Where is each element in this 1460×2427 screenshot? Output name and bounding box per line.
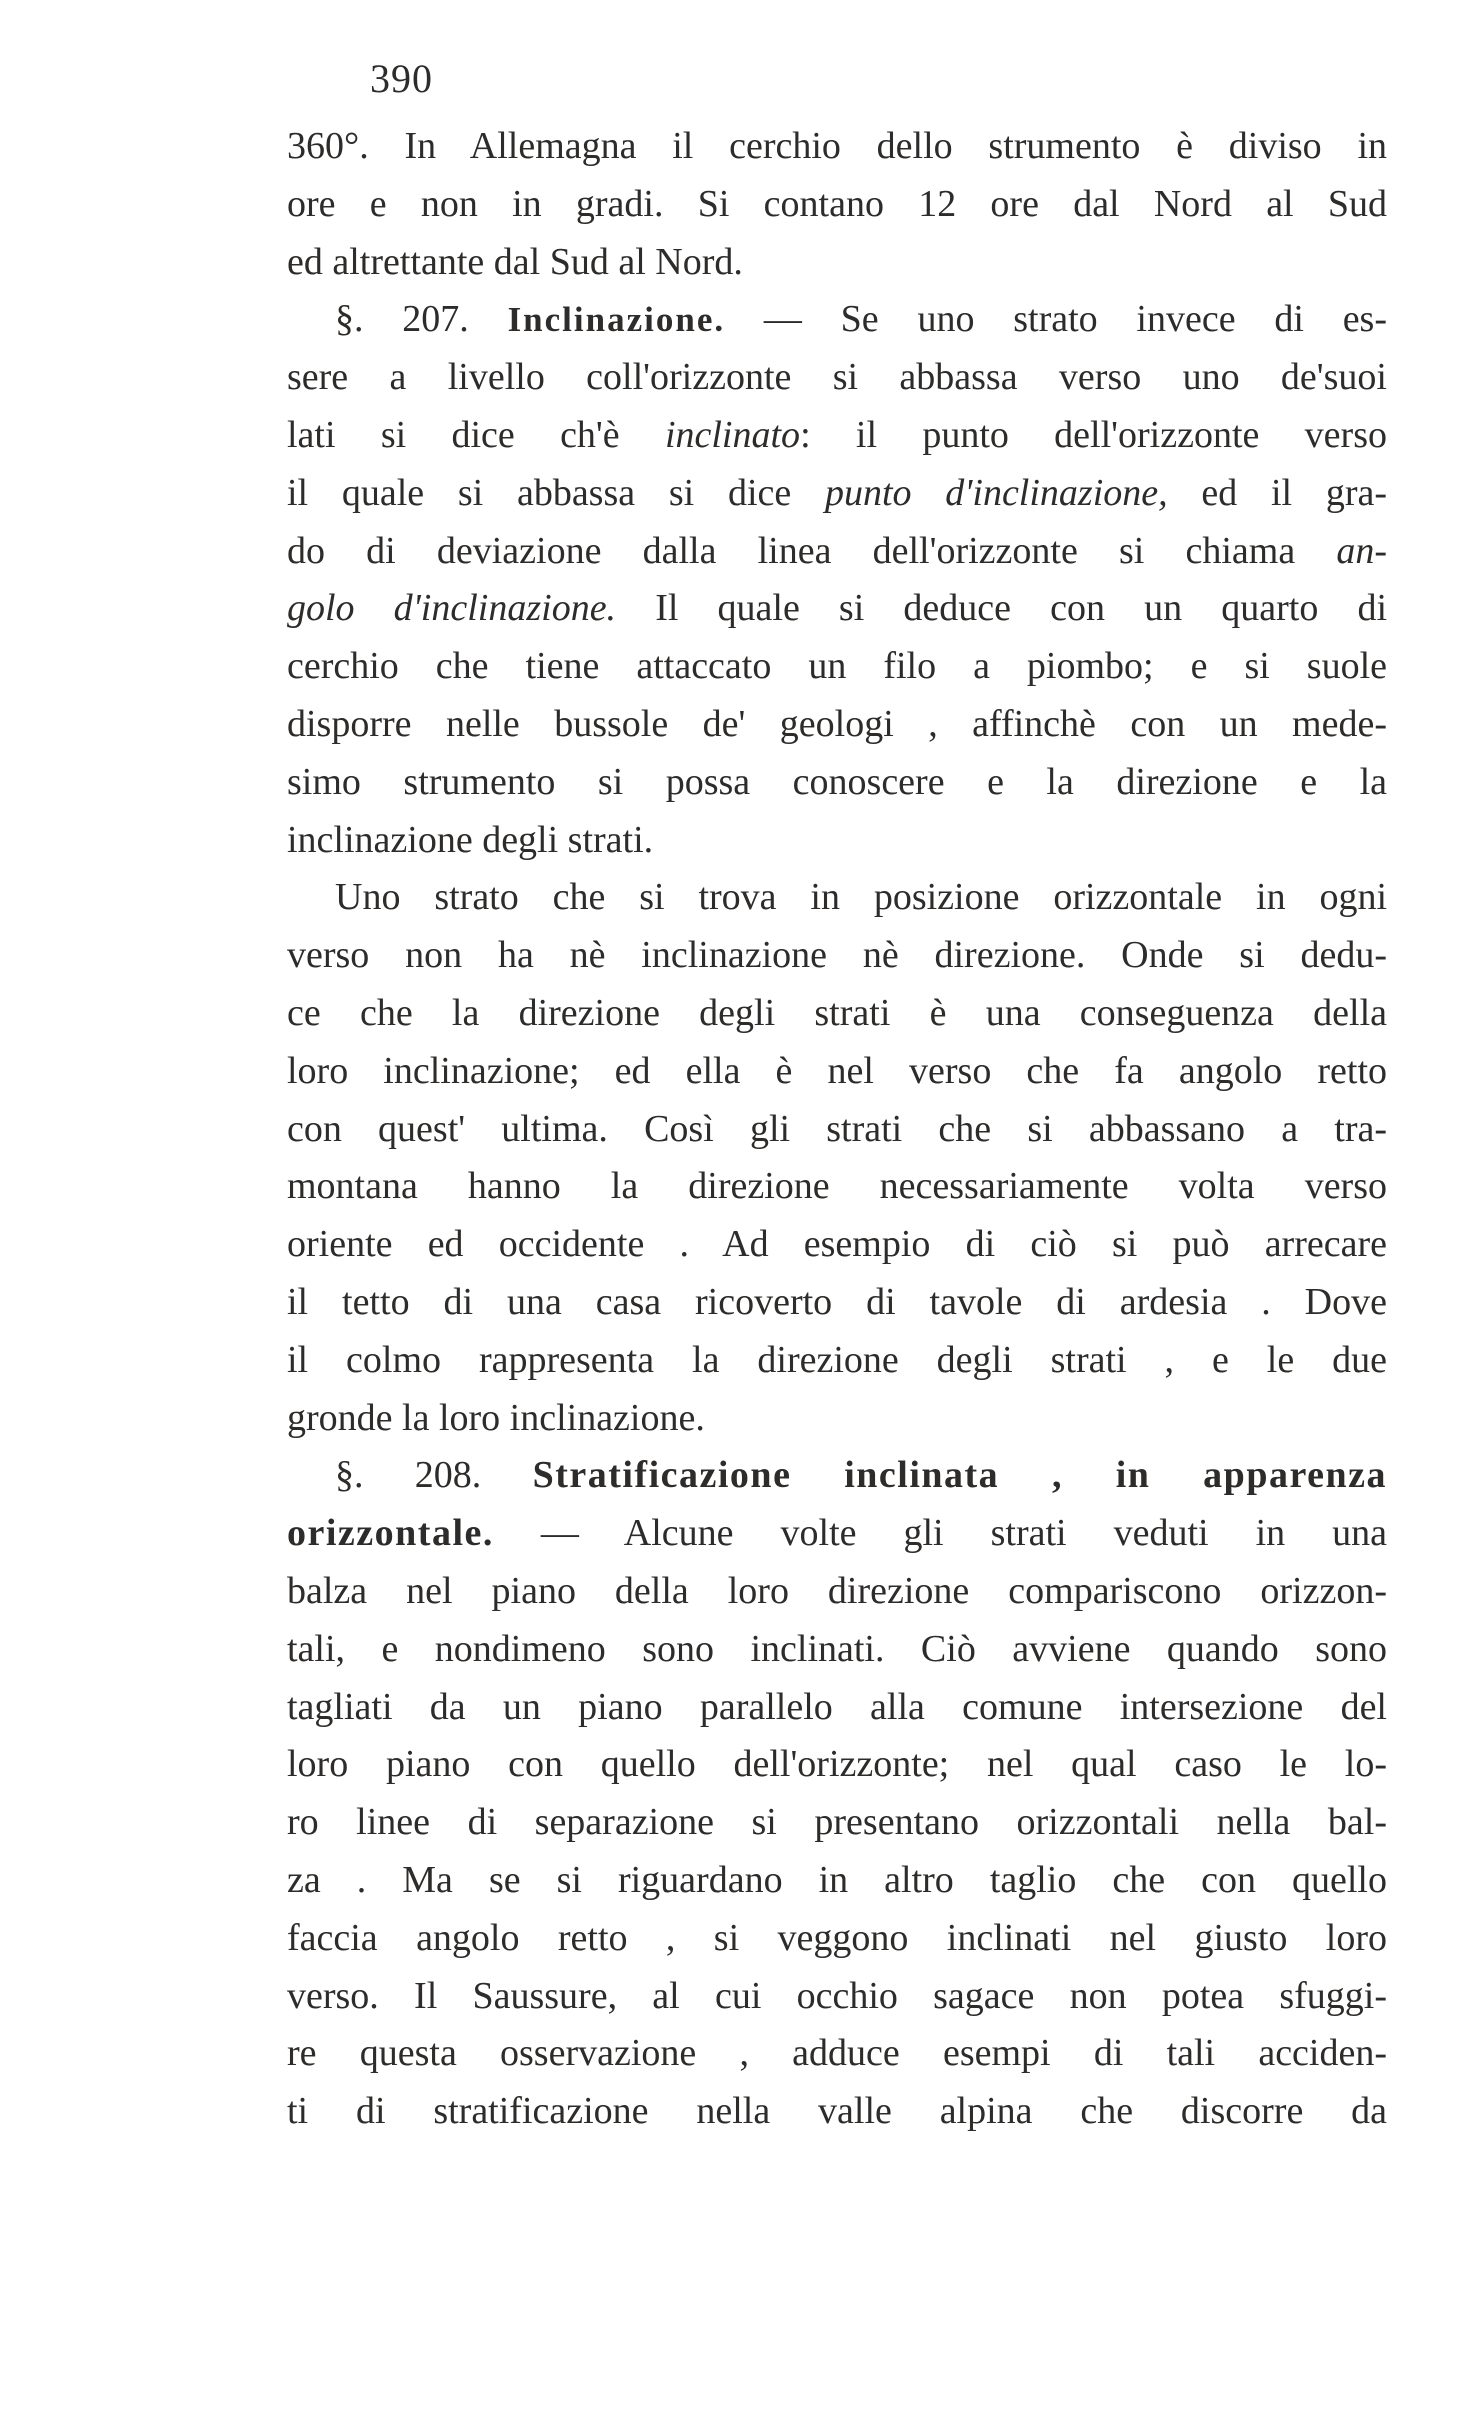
text-line: re questa osservazione , adduce esempi di tali acciden-	[287, 2032, 1387, 2075]
text-line: ce che la direzione degli strati è una conseguenza della	[287, 991, 1387, 1034]
text-line: oriente ed occidente . Ad esempio di ciò si può arrecare	[287, 1223, 1387, 1266]
section-title: Inclinazione.	[507, 300, 726, 340]
text-line: Uno strato che si trova in posizione orizzontale in ogni	[335, 876, 1387, 919]
text-span: — Alcune volte gli strati veduti in una	[540, 1512, 1387, 1555]
text-line: 360°. In Allemagna il cerchio dello strumento è diviso in	[287, 125, 1387, 167]
text-line: con quest' ultima. Così gli strati che si abbassano a tra-	[287, 1107, 1387, 1150]
text-span: lati si dice ch'è	[287, 413, 620, 456]
text-line: disporre nelle bussole de' geologi , affinchè con un mede-	[287, 702, 1387, 745]
text-line	[287, 580, 1387, 638]
text-line: cerchio che tiene attaccato un filo a piombo; e si suole	[287, 645, 1387, 688]
page-number: 390	[370, 56, 433, 101]
text-span: do di deviazione dalla linea dell'orizzonte si chiama	[287, 529, 1296, 572]
italic-term: an-	[1336, 529, 1387, 572]
text-span: il quale si abbassa si dice	[287, 471, 792, 514]
text-line: ro linee di separazione si presentano orizzontali nella bal-	[287, 1801, 1387, 1844]
text-line: inclinazione degli strati.	[287, 818, 654, 861]
italic-term: golo d'inclinazione.	[287, 587, 617, 630]
text-line: montana hanno la direzione necessariamente volta verso	[287, 1165, 1387, 1208]
text-line: faccia angolo retto , si veggono inclinati nel giusto loro	[287, 1916, 1387, 1959]
text-line: il tetto di una casa ricoverto di tavole di ardesia . Dove	[287, 1280, 1387, 1323]
text-span: : il punto dell'orizzonte verso	[800, 413, 1387, 456]
text-line: gronde la loro inclinazione.	[287, 1396, 705, 1439]
text-line	[287, 465, 1387, 523]
text-span: Il quale si deduce con un quarto di	[655, 587, 1387, 630]
text-line: tali, e nondimeno sono inclinati. Ciò avviene quando sono	[287, 1627, 1387, 1670]
text-line	[287, 407, 1387, 465]
text-line: simo strumento si possa conoscere e la direzione e la	[287, 760, 1387, 803]
text-line: ti di stratificazione nella valle alpina che discorre da	[287, 2090, 1387, 2133]
text-line: loro piano con quello dell'orizzonte; nel qual caso le lo-	[287, 1743, 1387, 1786]
section-208-heading-line	[287, 1447, 1387, 1505]
section-207-heading-line	[287, 291, 1387, 349]
text-line: ed altrettante dal Sud al Nord.	[287, 240, 743, 283]
text-line	[287, 523, 1387, 581]
section-title-continued: orizzontale.	[287, 1512, 494, 1555]
text-line: verso. Il Saussure, al cui occhio sagace non potea sfuggi-	[287, 1974, 1387, 2017]
section-number: §. 208.	[335, 1454, 482, 1497]
text-line: il colmo rappresenta la direzione degli strati , e le due	[287, 1338, 1387, 1381]
body-text	[287, 118, 1387, 2141]
section-number: §. 207.	[335, 298, 469, 341]
text-line: loro inclinazione; ed ella è nel verso che fa angolo retto	[287, 1049, 1387, 1092]
italic-term: inclinato	[664, 413, 801, 456]
text-line: sere a livello coll'orizzonte si abbassa verso uno de'suoi	[287, 356, 1387, 399]
text-span: — Se uno strato invece di es-	[763, 298, 1388, 341]
section-title: Stratificazione inclinata , in apparenza	[532, 1454, 1388, 1497]
text-span: ed il gra-	[1201, 471, 1387, 514]
text-line: ore e non in gradi. Si contano 12 ore dal Nord al Sud	[287, 182, 1387, 225]
text-line: verso non ha nè inclinazione nè direzione. Onde si dedu-	[287, 934, 1387, 977]
text-line: tagliati da un piano parallelo alla comune intersezione del	[287, 1685, 1387, 1728]
text-line	[287, 1505, 1387, 1563]
italic-term: punto d'inclinazione,	[824, 471, 1168, 514]
text-line: balza nel piano della loro direzione compariscono orizzon-	[287, 1569, 1387, 1612]
text-line: za . Ma se si riguardano in altro taglio che con quello	[287, 1858, 1387, 1901]
